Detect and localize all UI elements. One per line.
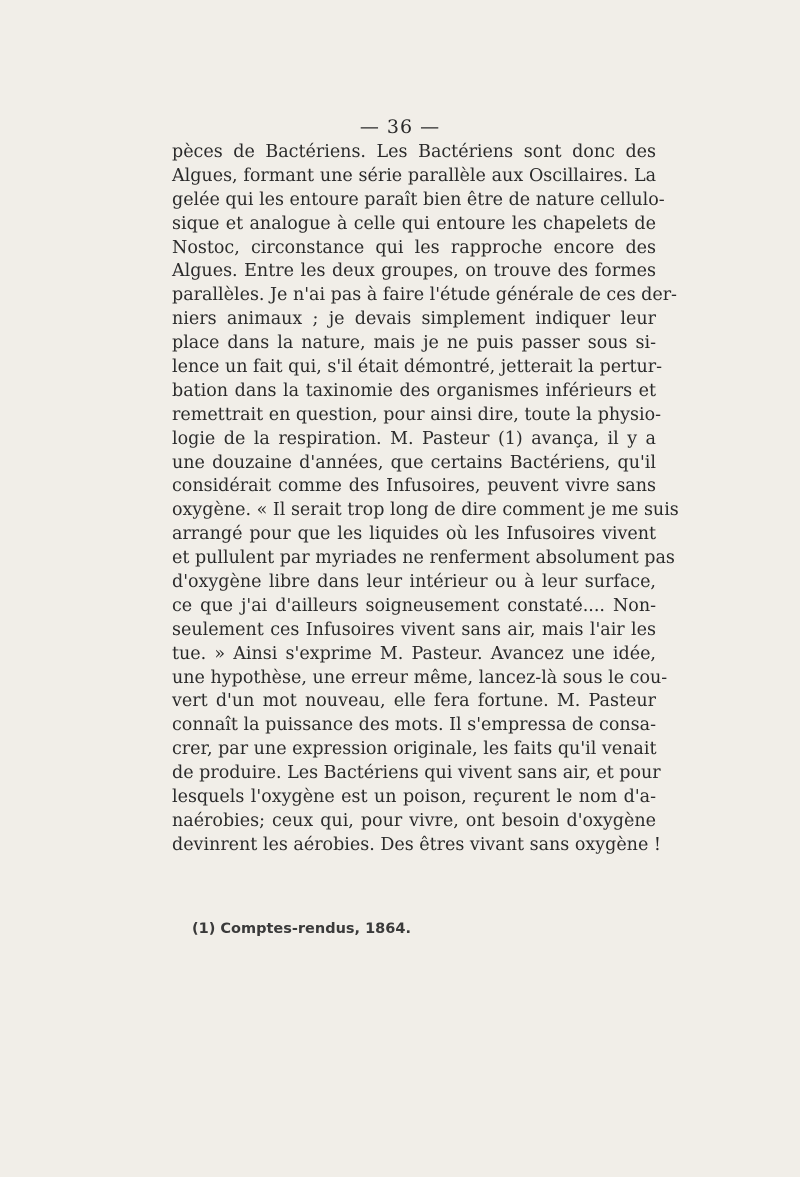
text-line: une hypothèse, une erreur même, lancez-là sous le cou- [172, 667, 668, 688]
text-line: parallèles. Je n'ai pas à faire l'étude générale de ces der- [172, 285, 677, 306]
text-line: lesquels l'oxygène est un poison, reçurent le nom d'a- [172, 787, 656, 808]
text-line: et pullulent par myriades ne renferment absolument pas [172, 548, 675, 569]
text-line: de produire. Les Bactériens qui vivent sans air, et pour [172, 763, 661, 784]
text-line: devinrent les aérobies. Des êtres vivant sans oxygène ! [172, 834, 661, 855]
text-line: sique et analogue à celle qui entoure les chapelets de [172, 213, 656, 234]
text-line: arrangé pour que les liquides où les Infusoires vivent [172, 524, 656, 545]
text-line: bation dans la taxinomie des organismes inférieurs et [172, 380, 656, 401]
body-text [172, 141, 679, 858]
text-line: tue. » Ainsi s'exprime M. Pasteur. Avancez une idée, [172, 643, 656, 664]
text-line: gelée qui les entoure paraît bien être de nature cellulo- [172, 189, 665, 210]
text-line: vert d'un mot nouveau, elle fera fortune. M. Pasteur [172, 691, 656, 712]
text-line: Nostoc, circonstance qui les rapproche encore des [172, 237, 656, 258]
text-line: considérait comme des Infusoires, peuvent vivre sans [172, 476, 656, 497]
text-line: seulement ces Infusoires vivent sans air, mais l'air les [172, 619, 656, 640]
text-line: une douzaine d'années, que certains Bactériens, qu'il [172, 452, 656, 473]
text-line: oxygène. « Il serait trop long de dire comment je me suis [172, 500, 679, 521]
text-line: place dans la nature, mais je ne puis passer sous si- [172, 333, 656, 354]
text-line: logie de la respiration. M. Pasteur (1) avança, il y a [172, 428, 656, 449]
text-line: remettrait en question, pour ainsi dire, toute la physio- [172, 404, 662, 425]
footnote: (1) Comptes-rendus, 1864. [192, 921, 411, 937]
text-line: connaît la puissance des mots. Il s'empressa de consa- [172, 715, 656, 736]
text-line: Algues. Entre les deux groupes, on trouve des formes [172, 261, 656, 282]
text-line: naérobies; ceux qui, pour vivre, ont besoin d'oxygène [172, 810, 656, 831]
text-line: lence un fait qui, s'il était démontré, jetterait la pertur- [172, 357, 663, 378]
text-line: pèces de Bactériens. Les Bactériens sont donc des [172, 142, 656, 162]
page-number: — 36 — [359, 116, 441, 138]
text-line: crer, par une expression originale, les faits qu'il venait [172, 739, 657, 760]
text-line: ce que j'ai d'ailleurs soigneusement constaté.... Non- [172, 595, 656, 616]
text-line: Algues, formant une série parallèle aux Oscillaires. La [172, 165, 656, 186]
text-line: niers animaux ; je devais simplement indiquer leur [172, 309, 656, 330]
text-line: d'oxygène libre dans leur intérieur ou à leur surface, [172, 572, 656, 593]
